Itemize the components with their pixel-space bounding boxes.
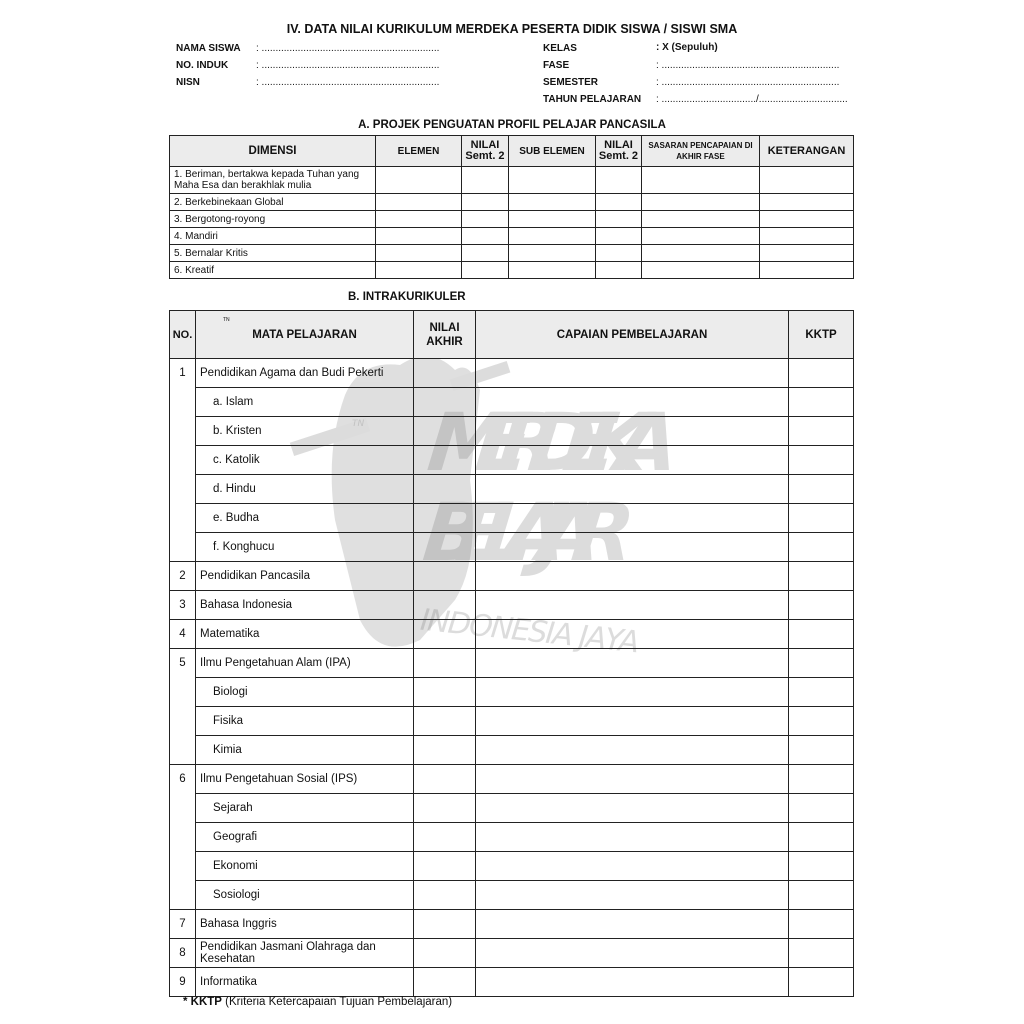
- subject-cell: d. Hindu: [196, 475, 414, 504]
- row-number: 1: [170, 359, 196, 388]
- nilai-akhir-cell[interactable]: [414, 533, 476, 562]
- col-sasaran: SASARAN PENCAPAIAN DI AKHIR FASE: [642, 136, 760, 167]
- table-row: [170, 167, 854, 194]
- nilai-akhir-cell[interactable]: [414, 910, 476, 939]
- nilai-akhir-cell[interactable]: [414, 736, 476, 765]
- table-row: [170, 707, 854, 736]
- field-fase-value[interactable]: : ................................................................: [656, 60, 840, 71]
- field-tahun-pelajaran-label: TAHUN PELAJARAN: [543, 94, 642, 105]
- subject-cell: Bahasa Inggris: [196, 910, 414, 939]
- table-row: [170, 736, 854, 765]
- section-b-title: B. INTRAKURIKULER: [348, 291, 466, 303]
- capaian-cell[interactable]: [476, 881, 789, 910]
- field-kelas-label: KELAS: [543, 43, 577, 54]
- table-row: [170, 852, 854, 881]
- row-number: 6: [170, 765, 196, 794]
- kktp-cell[interactable]: [789, 794, 854, 823]
- table-row: [170, 245, 854, 262]
- row-number: [170, 475, 196, 504]
- table-row: [170, 228, 854, 245]
- table-row: [170, 475, 854, 504]
- field-semester-value[interactable]: : ................................................................: [656, 77, 840, 88]
- kktp-cell[interactable]: [789, 736, 854, 765]
- dimensi-cell: 5. Bernalar Kritis: [170, 245, 376, 262]
- kktp-cell[interactable]: [789, 562, 854, 591]
- row-number: [170, 417, 196, 446]
- subject-cell: Kimia: [196, 736, 414, 765]
- table-row: [170, 591, 854, 620]
- nilai-akhir-cell[interactable]: [414, 417, 476, 446]
- capaian-cell[interactable]: [476, 359, 789, 388]
- row-number: [170, 823, 196, 852]
- kktp-cell[interactable]: [789, 707, 854, 736]
- capaian-cell[interactable]: [476, 823, 789, 852]
- capaian-cell[interactable]: [476, 591, 789, 620]
- field-nisn-label: NISN: [176, 77, 200, 88]
- row-number: [170, 446, 196, 475]
- nilai-akhir-cell[interactable]: [414, 591, 476, 620]
- capaian-cell[interactable]: [476, 852, 789, 881]
- watermark-line3: INDONESIA JAYA: [418, 602, 642, 661]
- nilai-akhir-cell[interactable]: [414, 765, 476, 794]
- capaian-cell[interactable]: [476, 736, 789, 765]
- dimensi-cell: 4. Mandiri: [170, 228, 376, 245]
- table-header-row: [170, 311, 854, 359]
- capaian-cell[interactable]: [476, 504, 789, 533]
- subject-cell: e. Budha: [196, 504, 414, 533]
- dimensi-cell: 3. Bergotong-royong: [170, 211, 376, 228]
- table-row: [170, 939, 854, 968]
- col-sub-elemen: SUB ELEMEN: [509, 136, 596, 167]
- row-number: [170, 736, 196, 765]
- table-row: [170, 794, 854, 823]
- subject-cell: Bahasa Indonesia: [196, 591, 414, 620]
- capaian-cell[interactable]: [476, 446, 789, 475]
- row-number: 7: [170, 910, 196, 939]
- capaian-cell[interactable]: [476, 968, 789, 997]
- row-number: [170, 533, 196, 562]
- col-nilai-akhir: NILAI AKHIR: [414, 311, 476, 359]
- field-nama-siswa-value[interactable]: : ................................................................: [256, 43, 440, 54]
- subject-cell: Pendidikan Pancasila: [196, 562, 414, 591]
- row-number: 5: [170, 649, 196, 678]
- subject-cell: Sejarah: [196, 794, 414, 823]
- watermark-line1: MERDEKA: [423, 396, 684, 489]
- field-fase-label: FASE: [543, 60, 570, 71]
- kktp-cell[interactable]: [789, 852, 854, 881]
- nilai-akhir-cell[interactable]: [414, 939, 476, 968]
- footer-mark: * KKTP: [183, 996, 222, 1008]
- table-row: [170, 823, 854, 852]
- col-nilai-semt2: NILAI Semt. 2: [462, 136, 509, 167]
- capaian-cell[interactable]: [476, 678, 789, 707]
- subject-cell: Sosiologi: [196, 881, 414, 910]
- table-row: [170, 968, 854, 997]
- header-mark: TN: [223, 317, 230, 323]
- table-row: [170, 881, 854, 910]
- field-nama-siswa-label: NAMA SISWA: [176, 43, 241, 54]
- kktp-cell[interactable]: [789, 765, 854, 794]
- subject-cell: f. Konghucu: [196, 533, 414, 562]
- kktp-cell[interactable]: [789, 939, 854, 968]
- table-row: [170, 262, 854, 279]
- dimensi-cell: 2. Berkebinekaan Global: [170, 194, 376, 211]
- kktp-cell[interactable]: [789, 504, 854, 533]
- nilai-akhir-cell[interactable]: [414, 852, 476, 881]
- kktp-cell[interactable]: [789, 649, 854, 678]
- field-no-induk-value[interactable]: : ................................................................: [256, 60, 440, 71]
- col-capaian: CAPAIAN PEMBELAJARAN: [476, 311, 789, 359]
- table-row: [170, 388, 854, 417]
- table-row: [170, 533, 854, 562]
- nilai-akhir-cell[interactable]: [414, 475, 476, 504]
- col-kktp: KKTP: [789, 311, 854, 359]
- subject-cell: a. Islam: [196, 388, 414, 417]
- nilai-akhir-cell[interactable]: [414, 881, 476, 910]
- nilai-akhir-cell[interactable]: [414, 678, 476, 707]
- field-nisn-value[interactable]: : ................................................................: [256, 77, 440, 88]
- table-row: [170, 359, 854, 388]
- kktp-cell[interactable]: [789, 533, 854, 562]
- capaian-cell[interactable]: [476, 417, 789, 446]
- row-number: [170, 707, 196, 736]
- subject-cell: Ilmu Pengetahuan Sosial (IPS): [196, 765, 414, 794]
- col-keterangan: KETERANGAN: [760, 136, 854, 167]
- capaian-cell[interactable]: [476, 939, 789, 968]
- kktp-cell[interactable]: [789, 968, 854, 997]
- field-kelas-value: : X (Sepuluh): [656, 42, 718, 53]
- capaian-cell[interactable]: [476, 910, 789, 939]
- subject-cell: Matematika: [196, 620, 414, 649]
- subject-cell: Informatika: [196, 968, 414, 997]
- dimensi-cell: 1. Beriman, bertakwa kepada Tuhan yang Maha Esa dan berakhlak mulia: [170, 167, 376, 194]
- kktp-cell[interactable]: [789, 620, 854, 649]
- nilai-akhir-cell[interactable]: [414, 388, 476, 417]
- table-row: [170, 446, 854, 475]
- projek-profil-table: [169, 135, 854, 279]
- kktp-cell[interactable]: [789, 475, 854, 504]
- col-elemen: ELEMEN: [376, 136, 462, 167]
- table-row: [170, 620, 854, 649]
- kktp-cell[interactable]: [789, 446, 854, 475]
- row-number: [170, 852, 196, 881]
- capaian-cell[interactable]: [476, 620, 789, 649]
- table-row: [170, 649, 854, 678]
- row-number: [170, 881, 196, 910]
- row-number: [170, 678, 196, 707]
- nilai-akhir-cell[interactable]: [414, 446, 476, 475]
- capaian-cell[interactable]: [476, 388, 789, 417]
- row-number: 4: [170, 620, 196, 649]
- watermark-mark: TN: [352, 419, 365, 429]
- nilai-akhir-cell[interactable]: [414, 823, 476, 852]
- watermark-line2: BELAJAR: [419, 486, 639, 579]
- col-no: NO.: [170, 311, 196, 359]
- subject-cell: c. Katolik: [196, 446, 414, 475]
- footer-note: [183, 996, 452, 1008]
- capaian-cell[interactable]: [476, 533, 789, 562]
- kktp-cell[interactable]: [789, 417, 854, 446]
- nilai-akhir-cell[interactable]: [414, 504, 476, 533]
- table-row: [170, 194, 854, 211]
- capaian-cell[interactable]: [476, 475, 789, 504]
- row-number: 9: [170, 968, 196, 997]
- table-row: [170, 910, 854, 939]
- capaian-cell[interactable]: [476, 649, 789, 678]
- table-row: [170, 562, 854, 591]
- nilai-akhir-cell[interactable]: [414, 649, 476, 678]
- subject-cell: Fisika: [196, 707, 414, 736]
- subject-cell: b. Kristen: [196, 417, 414, 446]
- row-number: 8: [170, 939, 196, 968]
- row-number: [170, 388, 196, 417]
- kktp-cell[interactable]: [789, 678, 854, 707]
- table-row: [170, 504, 854, 533]
- field-semester-label: SEMESTER: [543, 77, 599, 88]
- subject-cell: Ilmu Pengetahuan Alam (IPA): [196, 649, 414, 678]
- capaian-cell[interactable]: [476, 707, 789, 736]
- subject-cell: Pendidikan Jasmani Olahraga dan Kesehatan: [196, 939, 414, 968]
- dimensi-cell: 6. Kreatif: [170, 262, 376, 279]
- nilai-akhir-cell[interactable]: [414, 620, 476, 649]
- kktp-cell[interactable]: [789, 910, 854, 939]
- nilai-akhir-cell[interactable]: [414, 707, 476, 736]
- field-tahun-pelajaran-value[interactable]: : ................................../................................: [656, 94, 848, 105]
- page-title: IV. DATA NILAI KURIKULUM MERDEKA PESERTA DIDIK SISWA / SISWI SMA: [286, 22, 738, 36]
- table-row: [170, 765, 854, 794]
- section-a-title: A. PROJEK PENGUATAN PROFIL PELAJAR PANCASILA: [358, 119, 666, 131]
- field-no-induk-label: NO. INDUK: [176, 60, 229, 71]
- nilai-akhir-cell[interactable]: [414, 968, 476, 997]
- intrakurikuler-body: [170, 359, 854, 997]
- nilai-akhir-cell[interactable]: [414, 562, 476, 591]
- col-mata-pelajaran-label: MATA PELAJARAN: [252, 328, 357, 341]
- kktp-cell[interactable]: [789, 823, 854, 852]
- kktp-cell[interactable]: [789, 359, 854, 388]
- subject-cell: Geografi: [196, 823, 414, 852]
- nilai-akhir-cell[interactable]: [414, 359, 476, 388]
- col-mata-pelajaran: [196, 311, 414, 359]
- row-number: 2: [170, 562, 196, 591]
- capaian-cell[interactable]: [476, 794, 789, 823]
- table-row: [170, 678, 854, 707]
- capaian-cell[interactable]: [476, 562, 789, 591]
- subject-cell: Ekonomi: [196, 852, 414, 881]
- kktp-cell[interactable]: [789, 591, 854, 620]
- col-dimensi: DIMENSI: [170, 136, 376, 167]
- table-row: [170, 211, 854, 228]
- subject-cell: Pendidikan Agama dan Budi Pekerti: [196, 359, 414, 388]
- subject-cell: Biologi: [196, 678, 414, 707]
- kktp-cell[interactable]: [789, 388, 854, 417]
- footer-text: (Kriteria Ketercapaian Tujuan Pembelajaran): [221, 996, 453, 1008]
- row-number: [170, 504, 196, 533]
- col-nilai-semt2-b: NILAI Semt. 2: [596, 136, 642, 167]
- intrakurikuler-table: [169, 310, 854, 997]
- table-header-row: [170, 136, 854, 167]
- kktp-cell[interactable]: [789, 881, 854, 910]
- table-row: [170, 417, 854, 446]
- row-number: [170, 794, 196, 823]
- row-number: 3: [170, 591, 196, 620]
- nilai-akhir-cell[interactable]: [414, 794, 476, 823]
- capaian-cell[interactable]: [476, 765, 789, 794]
